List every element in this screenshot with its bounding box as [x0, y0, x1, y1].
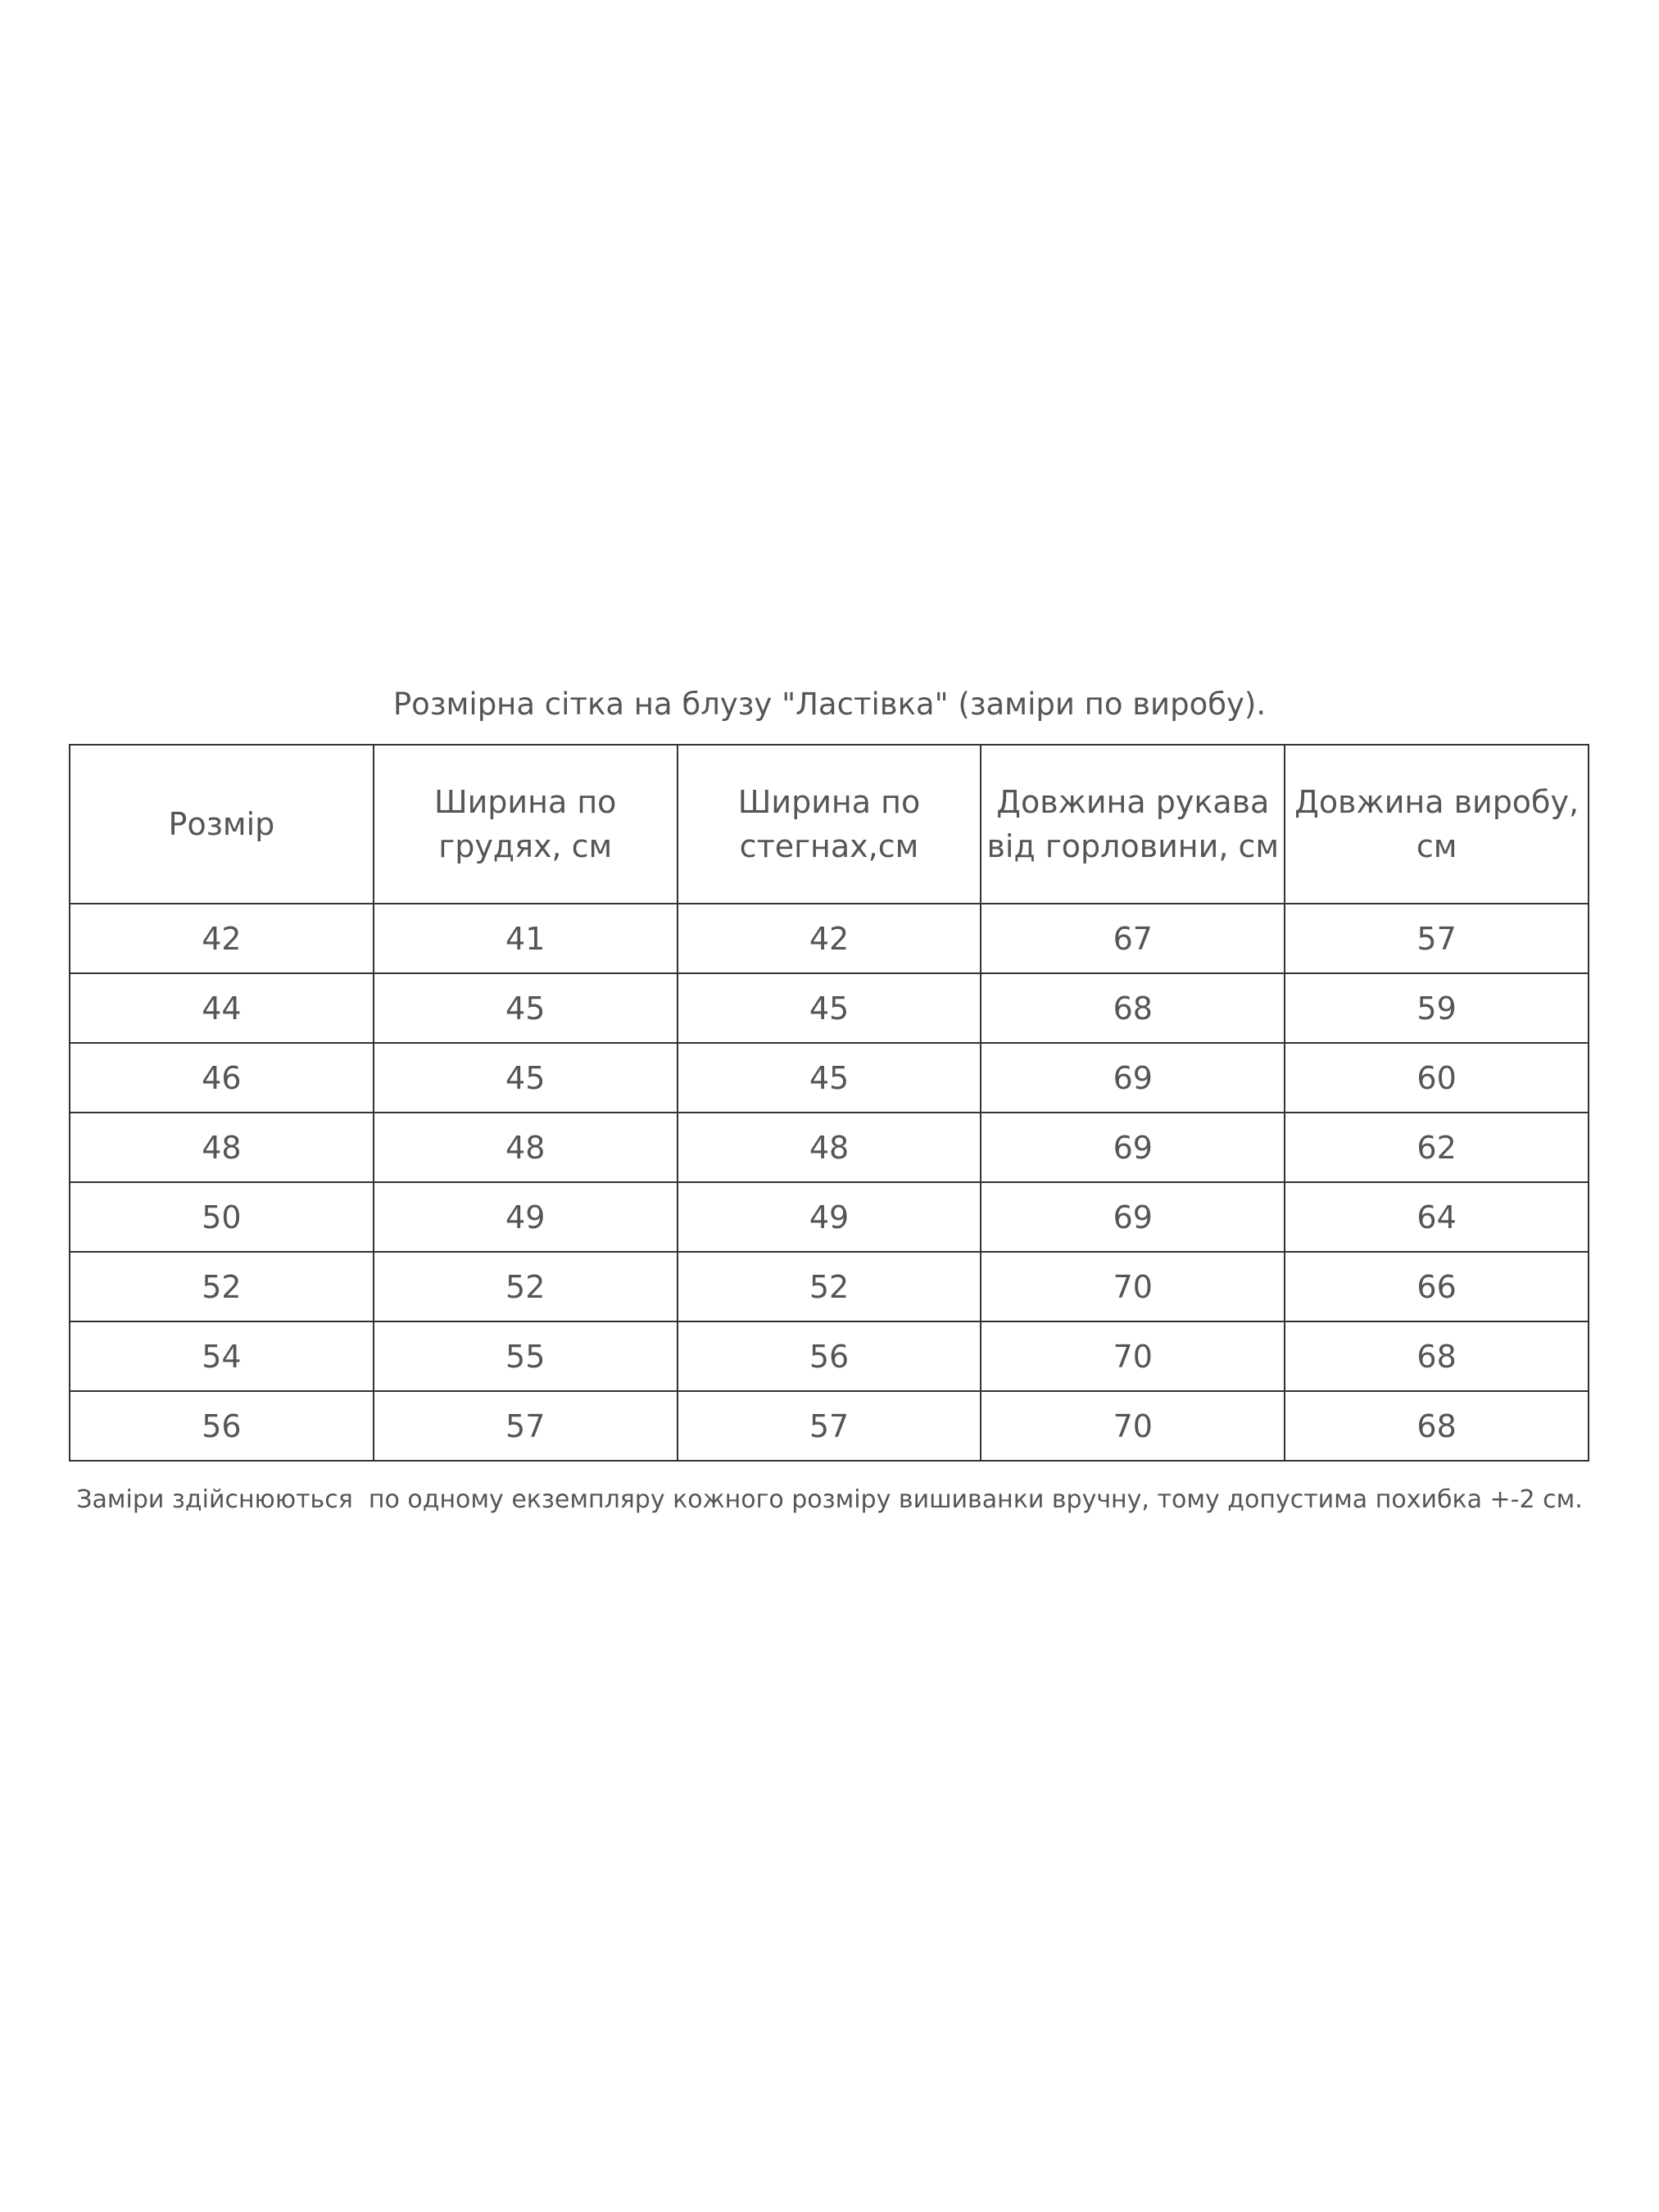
cell-size: 48	[70, 1113, 374, 1182]
cell-hip-width: 57	[678, 1391, 981, 1461]
cell-sleeve-length: 69	[981, 1043, 1285, 1113]
header-size: Розмір	[70, 745, 374, 904]
cell-garment-length: 64	[1285, 1182, 1589, 1252]
header-hip-width: Ширина по стегнах,см	[678, 745, 981, 904]
table-row	[70, 1391, 1589, 1461]
cell-chest-width: 49	[374, 1182, 678, 1252]
header-sleeve-length: Довжина рукава від горловини, см	[981, 745, 1285, 904]
cell-chest-width: 48	[374, 1113, 678, 1182]
cell-hip-width: 45	[678, 973, 981, 1043]
cell-garment-length: 68	[1285, 1321, 1589, 1391]
cell-chest-width: 52	[374, 1252, 678, 1321]
cell-sleeve-length: 70	[981, 1321, 1285, 1391]
cell-size: 54	[70, 1321, 374, 1391]
table-row	[70, 973, 1589, 1043]
header-garment-length: Довжина виробу, см	[1285, 745, 1589, 904]
table-row	[70, 1113, 1589, 1182]
cell-garment-length: 62	[1285, 1113, 1589, 1182]
cell-garment-length: 59	[1285, 973, 1589, 1043]
cell-size: 56	[70, 1391, 374, 1461]
table-row	[70, 904, 1589, 973]
measurement-footnote: Заміри здійснюються по одному екземпляру кожного розміру вишиванки вручну, тому допустима похибка +-2 см.	[76, 1485, 1583, 1514]
cell-garment-length: 57	[1285, 904, 1589, 973]
header-chest-width: Ширина по грудях, см	[374, 745, 678, 904]
cell-chest-width: 57	[374, 1391, 678, 1461]
cell-size: 46	[70, 1043, 374, 1113]
cell-sleeve-length: 68	[981, 973, 1285, 1043]
cell-sleeve-length: 67	[981, 904, 1285, 973]
table-row	[70, 1043, 1589, 1113]
cell-chest-width: 41	[374, 904, 678, 973]
cell-garment-length: 68	[1285, 1391, 1589, 1461]
cell-size: 50	[70, 1182, 374, 1252]
cell-garment-length: 60	[1285, 1043, 1589, 1113]
cell-sleeve-length: 70	[981, 1252, 1285, 1321]
cell-sleeve-length: 69	[981, 1182, 1285, 1252]
cell-chest-width: 55	[374, 1321, 678, 1391]
cell-size: 44	[70, 973, 374, 1043]
page-title: Розмірна сітка на блузу "Ластівка" (заміри по виробу).	[392, 687, 1267, 722]
table-header-row	[70, 745, 1589, 904]
cell-chest-width: 45	[374, 973, 678, 1043]
table-row	[70, 1182, 1589, 1252]
cell-garment-length: 66	[1285, 1252, 1589, 1321]
table-row	[70, 1252, 1589, 1321]
cell-sleeve-length: 69	[981, 1113, 1285, 1182]
cell-hip-width: 56	[678, 1321, 981, 1391]
cell-hip-width: 45	[678, 1043, 981, 1113]
cell-hip-width: 48	[678, 1113, 981, 1182]
cell-hip-width: 49	[678, 1182, 981, 1252]
cell-size: 42	[70, 904, 374, 973]
cell-sleeve-length: 70	[981, 1391, 1285, 1461]
cell-chest-width: 45	[374, 1043, 678, 1113]
table-row	[70, 1321, 1589, 1391]
cell-size: 52	[70, 1252, 374, 1321]
cell-hip-width: 52	[678, 1252, 981, 1321]
cell-hip-width: 42	[678, 904, 981, 973]
size-chart-table	[69, 744, 1589, 1462]
